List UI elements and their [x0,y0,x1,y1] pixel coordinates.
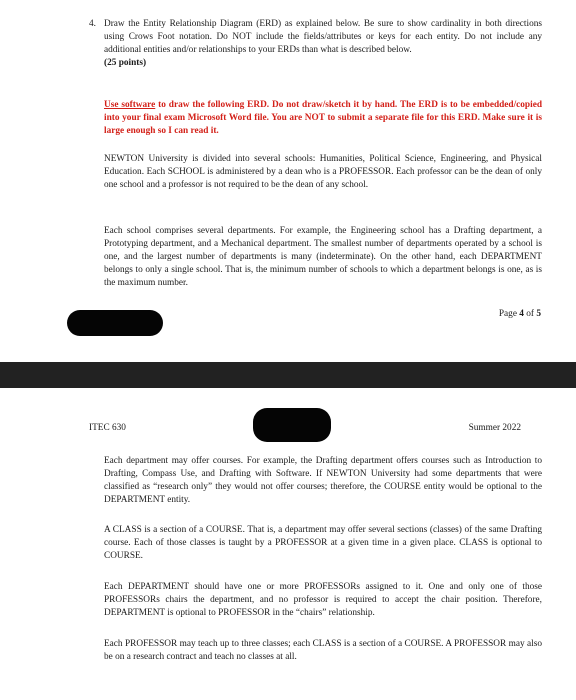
question-block [104,18,542,70]
current-page: 4 [519,309,524,319]
courses-paragraph: Each department may offer courses. For example, the Drafting department offers courses such as Introduction to Drafting, Compass Use, and Drafting with Software. If NEWTON University had some departments that were classified as “research only” they would not offer courses; therefore, the COURSE entity would be optional to the DEPARTMENT entity. [104,456,542,505]
software-instruction [104,99,542,138]
question-number: 4. [89,19,96,29]
chair-paragraph: Each DEPARTMENT should have one or more PROFESSORs assigned to it. One and only one of those PROFESSORs chairs the department, and no professor is required to accept the chair position. Therefore, DEPARTMENT is optional to PROFESSOR in the “chairs” relationship. [104,582,542,618]
total-pages: 5 [536,309,541,319]
question-points: (25 points) [104,58,147,68]
term-label: Summer 2022 [468,423,521,433]
redaction-mark [253,408,331,442]
page-number: Page 4 of 5 [498,309,541,319]
page-5 [0,388,576,700]
teach-paragraph: Each PROFESSOR may teach up to three classes; each CLASS is a section of a COURSE. A PROFESSOR may also be on a research contract and teach no classes at all. [104,639,542,662]
page-divider [0,362,576,388]
instruction-rest: to draw the following ERD. Do not draw/sketch it by hand. The ERD is to be embedded/copied into your final exam Microsoft Word file. You are NOT to submit a separate file for this ERD. Make sure it is large enough so I can read it. [104,100,542,136]
use-software-text: Use software [104,100,156,110]
question-text: Draw the Entity Relationship Diagram (ERD) as explained below. Be sure to show cardinality in both directions using Crows Foot notation. Do NOT include the fields/attributes or keys for each entity. Do not include any additional entities and/or relationships to your ERDs than what is described below. [104,19,542,55]
redaction-mark [67,310,163,336]
course-code: ITEC 630 [89,423,126,433]
class-paragraph: A CLASS is a section of a COURSE. That is, a department may offer several sections (classes) of the same Drafting course. Each of those classes is taught by a PROFESSOR at a given time in a given place. CLASS is optional to COURSE. [104,525,542,561]
departments-paragraph: Each school comprises several departments. For example, the Engineering school has a Drafting department, a Prototyping department, and a Mechanical department. The smallest number of departments operated by a school is one, and the largest number of departments is many (indeterminate). On the other hand, each DEPARTMENT belongs to only a single school. That is, the minimum number of schools to which a department belongs is one, as is the maximum number. [104,226,542,288]
schools-paragraph: NEWTON University is divided into several schools: Humanities, Political Science, Engineering, and Physical Education. Each SCHOOL is administered by a dean who is a PROFESSOR. Each professor can be the dean of only one school and a professor is not required to be the dean of any school. [104,154,542,190]
